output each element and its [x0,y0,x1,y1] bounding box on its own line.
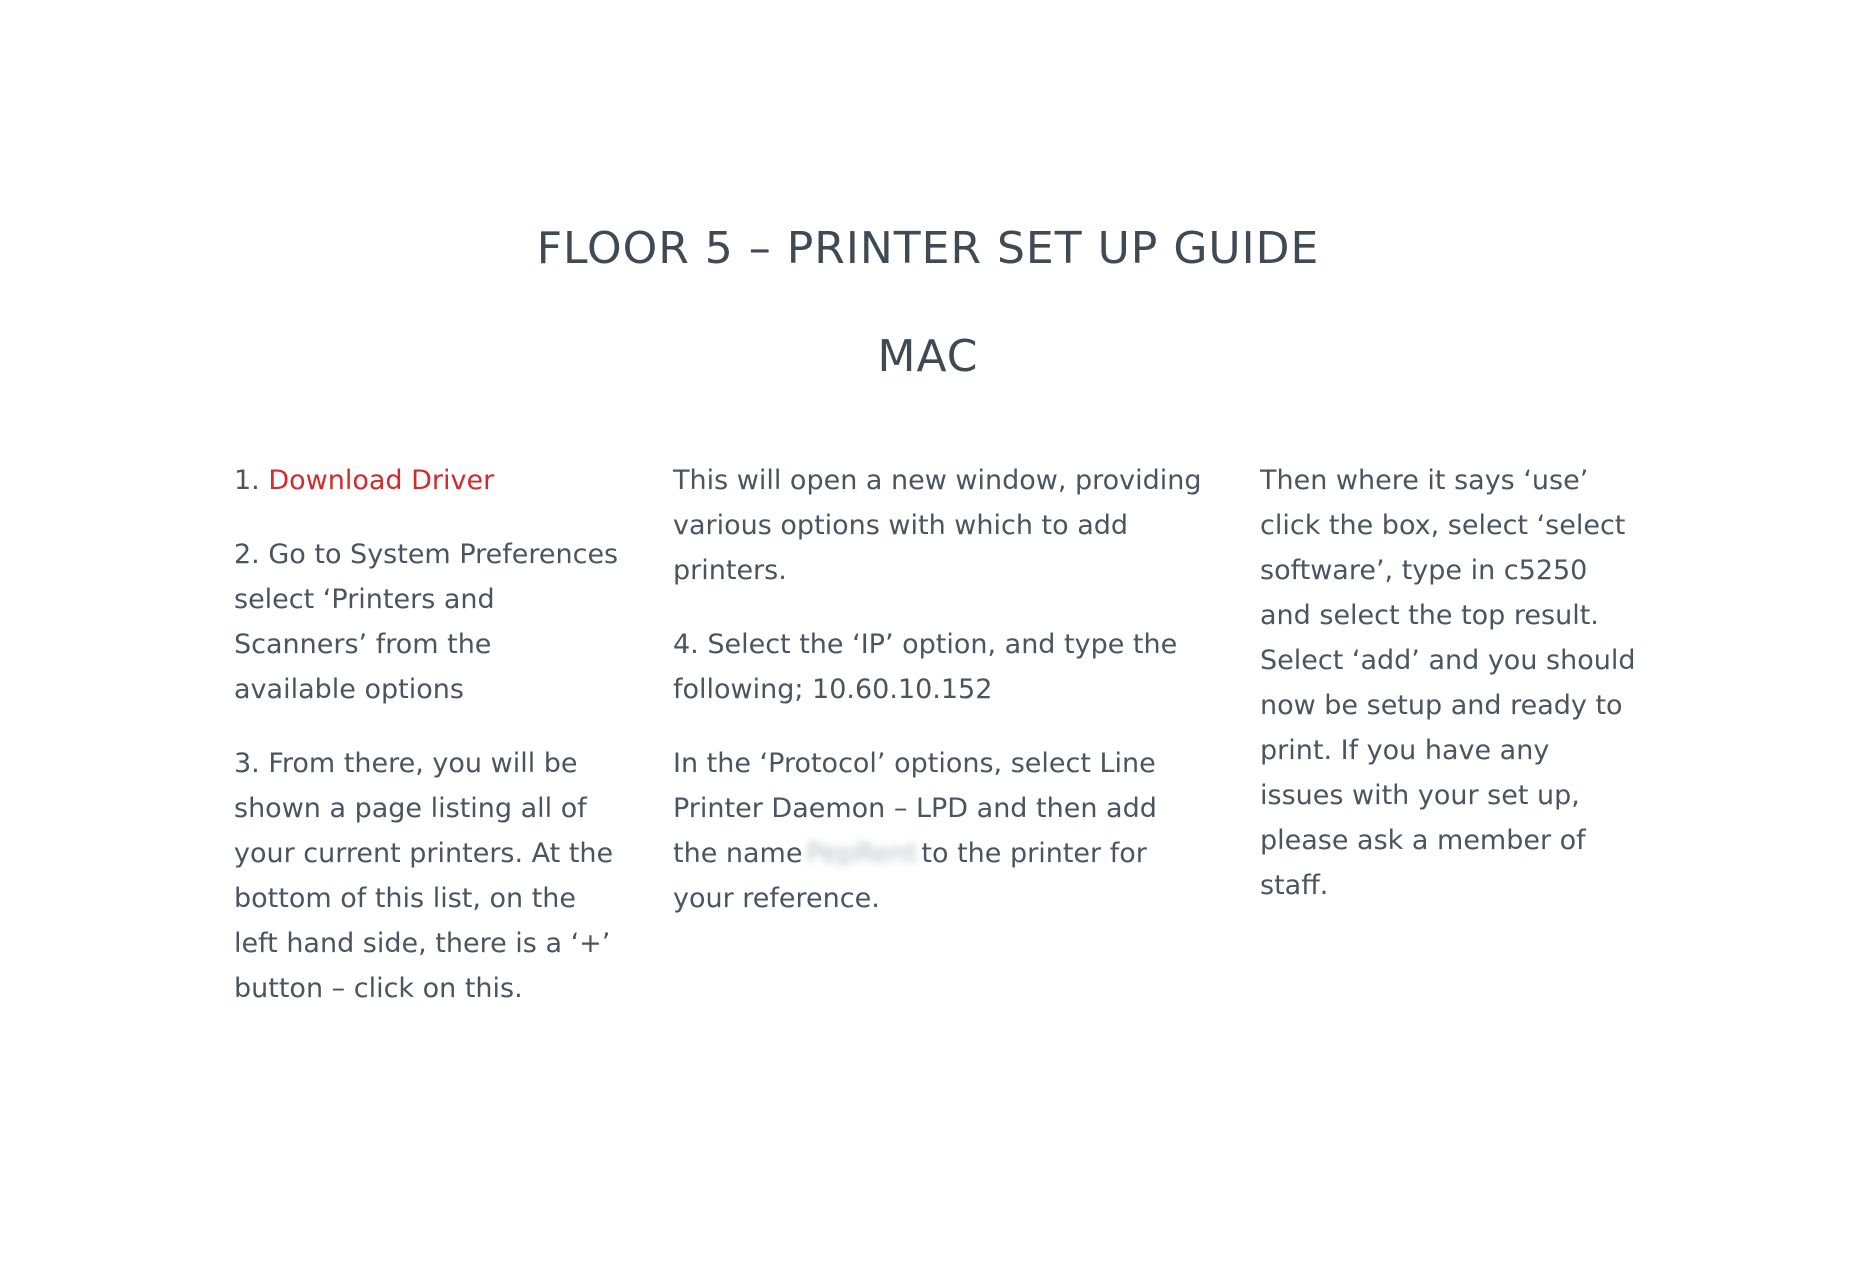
step-2: 2. Go to System Preferences select ‘Printers and Scanners’ from the available options [234,539,619,705]
download-driver-link[interactable]: Download Driver [268,465,495,496]
protocol-paragraph [673,741,1203,921]
step-1 [234,458,619,503]
redacted-printer-name: PepRent [806,838,918,869]
instructions-column-2 [673,458,1203,950]
protocol-text-after: to the printer for your reference. [673,838,1147,914]
protocol-text-before: In the ‘Protocol’ options, select Line Printer Daemon – LPD and then add the name [673,748,1157,869]
step-1-number: 1. [234,465,269,496]
page-subtitle: MAC [877,331,979,382]
instructions-column-3 [1260,458,1640,937]
instructions-column-1 [234,458,619,1040]
page-title: FLOOR 5 – PRINTER SET UP GUIDE [536,223,1320,274]
step-3: 3. From there, you will be shown a page listing all of your current printers. At the bottom of this list, on the left hand side, there is a ‘+’ button – click on this. [234,748,614,1004]
step-4: 4. Select the ‘IP’ option, and type the following; 10.60.10.152 [673,629,1178,705]
final-step-paragraph: Then where it says ‘use’ click the box, select ‘select software’, type in c5250 and select the top result. Select ‘add’ and you should now be setup and ready to print. If you have any issues with your set up, please ask a member of staff. [1260,465,1636,901]
new-window-paragraph: This will open a new window, providing various options with which to add printers. [673,465,1202,586]
